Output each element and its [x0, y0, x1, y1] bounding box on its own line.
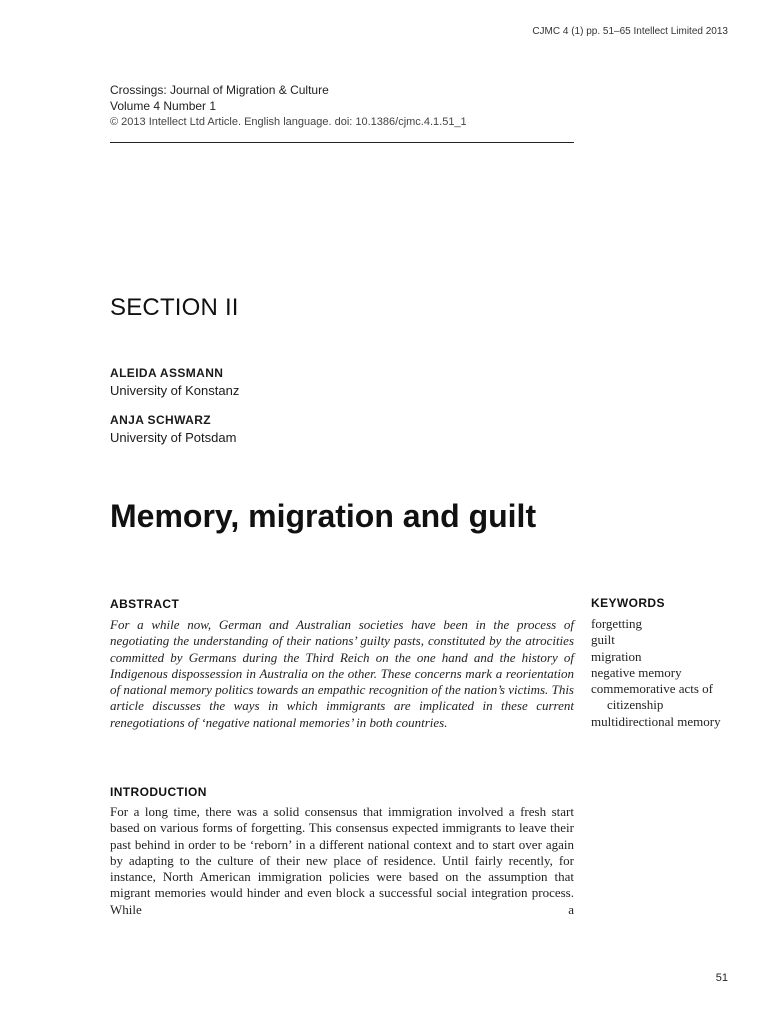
article-title: Memory, migration and guilt	[110, 498, 537, 534]
running-head: CJMC 4 (1) pp. 51–65 Intellect Limited 2013	[532, 26, 728, 37]
abstract-heading: ABSTRACT	[110, 597, 180, 611]
author-name: ALEIDA ASSMANN	[110, 366, 224, 380]
author-affiliation: University of Potsdam	[110, 430, 237, 445]
article-meta: © 2013 Intellect Ltd Article. English language. doi: 10.1386/cjmc.4.1.51_1	[110, 116, 467, 128]
introduction-heading: INTRODUCTION	[110, 785, 207, 799]
author-block	[110, 411, 236, 447]
author-block	[110, 364, 239, 400]
page-number: 51	[715, 972, 728, 984]
author-affiliation: University of Konstanz	[110, 383, 240, 398]
keywords-heading: KEYWORDS	[591, 596, 665, 610]
section-heading: SECTION II	[110, 294, 239, 321]
abstract-text: For a while now, German and Australian societies have been in the process of negotiating the understanding of their nations’ guilty pasts, constituted by the atrocities committed by Germans during the Third Reich on the one hand and the history of Indigenous dispossession in Australia on the other. These concerns mark a reorientation of national memory politics towards an empathic recognition of the nation’s victims. This article discusses the ways in which immigrants are implicated in these current renegotiations of ‘negative national memories’ in both countries.	[110, 617, 574, 730]
header-rule	[110, 142, 574, 143]
keyword: negative memory	[591, 664, 682, 680]
keyword: commemorative acts of citizenship	[591, 681, 714, 713]
keywords-list	[591, 616, 741, 730]
journal-name: Crossings: Journal of Migration & Culture	[110, 83, 329, 97]
introduction-text: For a long time, there was a solid consensus that immigration involved a fresh start based on various forms of forgetting. This consensus expected immigrants to leave their past behind in order to be ‘reborn’ in a different national context and to start over again by adapting to the culture of their new place of residence. Until fairly recently, for instance, North American immigration policies were based on the assumption that migrant memories would hinder and even block a successful social integration process. While a	[110, 804, 574, 917]
author-name: ANJA SCHWARZ	[110, 413, 212, 427]
keyword: forgetting	[591, 616, 643, 631]
keyword: multidirectional memory	[591, 713, 721, 729]
journal-info	[110, 82, 574, 130]
keyword: guilt	[591, 632, 615, 648]
keyword: migration	[591, 648, 642, 664]
journal-volume: Volume 4 Number 1	[110, 99, 217, 113]
